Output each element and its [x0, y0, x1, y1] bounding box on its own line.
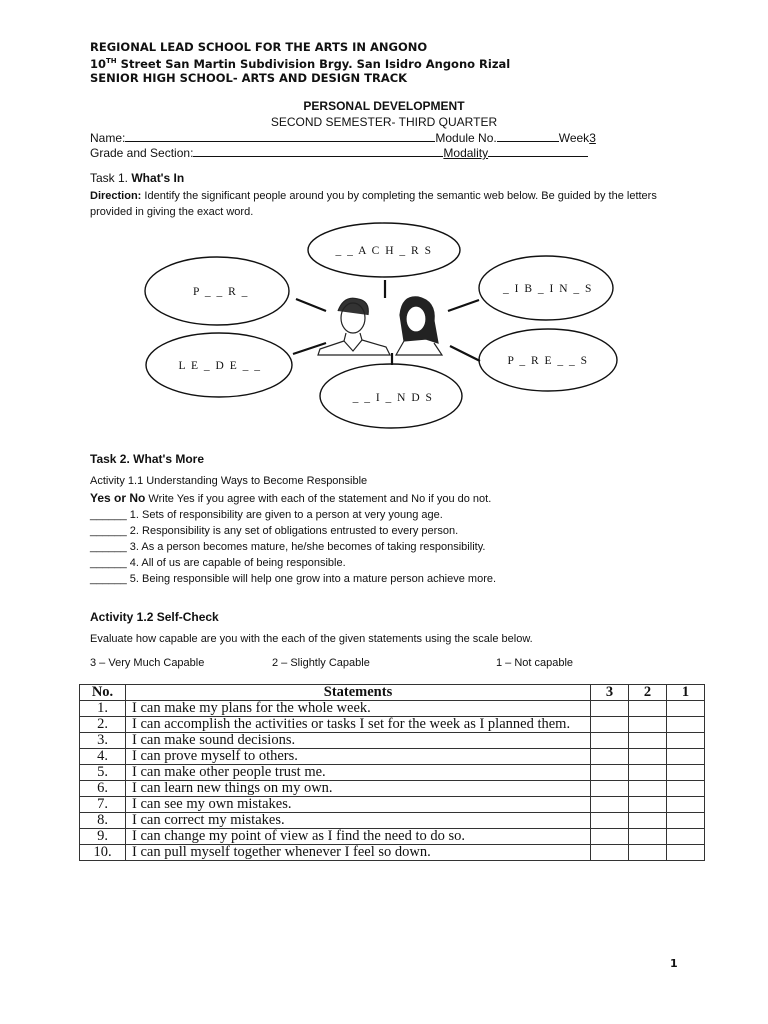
row-statement: I can change my point of view as I find the need to do so. [126, 829, 591, 845]
score-2-cell[interactable] [629, 701, 667, 717]
score-1-cell[interactable] [667, 829, 705, 845]
score-3-cell[interactable] [591, 845, 629, 861]
score-1-cell[interactable] [667, 717, 705, 733]
score-1-cell[interactable] [667, 845, 705, 861]
web-label-lower-right: P _ R E _ _ S [507, 355, 589, 367]
week-label: Week [558, 131, 590, 145]
score-2-cell[interactable] [629, 829, 667, 845]
semester-title: SECOND SEMESTER- THIRD QUARTER [270, 115, 498, 129]
address-superscript: TH [106, 57, 117, 65]
address-rest: Street San Martin Subdivision Brgy. San Isidro Angono Rizal [116, 56, 511, 71]
list-item [90, 555, 496, 571]
score-1-cell[interactable] [667, 781, 705, 797]
web-label-upper-left: P _ _ R _ [193, 286, 249, 298]
table-row [80, 765, 705, 781]
module-field[interactable] [497, 130, 559, 142]
score-2-cell[interactable] [629, 733, 667, 749]
activity12-instruction: Evaluate how capable are you with the each of the given statements using the scale below. [90, 633, 533, 645]
track-name: SENIOR HIGH SCHOOL- ARTS AND DESIGN TRACK [90, 71, 408, 85]
answer-blank[interactable]: ______ [90, 525, 127, 537]
grade-row [90, 145, 588, 160]
list-item [90, 507, 496, 523]
item-text: 1. Sets of responsibility are given to a person at very young age. [126, 509, 443, 521]
score-1-cell[interactable] [667, 701, 705, 717]
modality-field[interactable] [488, 145, 588, 157]
answer-blank[interactable]: ______ [90, 541, 127, 553]
score-3-cell[interactable] [591, 781, 629, 797]
table-row [80, 717, 705, 733]
score-3-cell[interactable] [591, 733, 629, 749]
row-statement: I can make other people trust me. [126, 765, 591, 781]
answer-blank[interactable]: ______ [90, 557, 127, 569]
scale-2: 2 – Slightly Capable [272, 657, 370, 669]
score-1-cell[interactable] [667, 749, 705, 765]
table-row [80, 749, 705, 765]
score-1-cell[interactable] [667, 733, 705, 749]
table-row [80, 845, 705, 861]
row-statement: I can make sound decisions. [126, 733, 591, 749]
scale-1: 1 – Not capable [496, 657, 574, 669]
row-no: 4. [80, 749, 126, 765]
item-text: 2. Responsibility is any set of obligations entrusted to every person. [126, 525, 459, 537]
table-row [80, 781, 705, 797]
self-check-table [79, 684, 705, 861]
score-2-cell[interactable] [629, 765, 667, 781]
answer-blank[interactable]: ______ [90, 573, 127, 585]
score-2-cell[interactable] [629, 749, 667, 765]
row-statement: I can see my own mistakes. [126, 797, 591, 813]
week-value: 3 [589, 131, 596, 145]
header-3: 3 [591, 685, 629, 701]
table-row [80, 701, 705, 717]
score-3-cell[interactable] [591, 749, 629, 765]
row-no: 5. [80, 765, 126, 781]
web-label-bottom: _ _ I _ N D S [352, 392, 434, 404]
header-statements: Statements [126, 685, 591, 701]
row-statement: I can make my plans for the whole week. [126, 701, 591, 717]
list-item [90, 523, 496, 539]
yesno-instruction [90, 491, 491, 505]
grade-field[interactable] [193, 145, 443, 157]
item-text: 5. Being responsible will help one grow into a mature person achieve more. [126, 573, 497, 585]
connector-upper-left [296, 299, 326, 311]
grade-label: Grade and Section: [90, 146, 194, 160]
score-2-cell[interactable] [629, 781, 667, 797]
school-address [90, 58, 510, 70]
score-1-cell[interactable] [667, 797, 705, 813]
task1-heading [90, 171, 184, 185]
row-no: 9. [80, 829, 126, 845]
score-2-cell[interactable] [629, 845, 667, 861]
task2-heading [90, 452, 204, 466]
connector-lower-right [450, 346, 480, 361]
semantic-web [0, 215, 768, 440]
school-name: REGIONAL LEAD SCHOOL FOR THE ARTS IN ANGONO [90, 40, 428, 54]
modality-label: Modality [443, 146, 489, 160]
score-2-cell[interactable] [629, 717, 667, 733]
row-statement: I can correct my mistakes. [126, 813, 591, 829]
row-no: 8. [80, 813, 126, 829]
activity12-title: Activity 1.2 Self-Check [90, 610, 219, 624]
direction-label: Direction: [90, 190, 142, 202]
task2-label: Task 2. [90, 452, 130, 466]
name-row [90, 130, 596, 145]
row-statement: I can prove myself to others. [126, 749, 591, 765]
table-header-row [80, 685, 705, 701]
row-no: 10. [80, 845, 126, 861]
list-item [90, 571, 496, 587]
score-3-cell[interactable] [591, 701, 629, 717]
score-2-cell[interactable] [629, 813, 667, 829]
task1-label: Task 1. [90, 171, 129, 185]
row-no: 6. [80, 781, 126, 797]
row-no: 2. [80, 717, 126, 733]
name-label: Name: [90, 131, 126, 145]
header-1: 1 [667, 685, 705, 701]
item-text: 4. All of us are capable of being responsible. [126, 557, 346, 569]
scale-3: 3 – Very Much Capable [90, 657, 205, 669]
web-label-lower-left: L E _ D E _ _ [178, 360, 262, 372]
header-no: No. [80, 685, 126, 701]
yesno-list [90, 507, 496, 587]
row-no: 3. [80, 733, 126, 749]
row-no: 1. [80, 701, 126, 717]
row-no: 7. [80, 797, 126, 813]
list-item [90, 539, 496, 555]
table-row [80, 733, 705, 749]
subject-title: PERSONAL DEVELOPMENT [303, 99, 465, 113]
yesno-label: Yes or No [90, 491, 146, 505]
score-2-cell[interactable] [629, 797, 667, 813]
header-2: 2 [629, 685, 667, 701]
item-text: 3. As a person becomes mature, he/she becomes of taking responsibility. [126, 541, 486, 553]
score-1-cell[interactable] [667, 765, 705, 781]
module-label: Module No. [435, 131, 497, 145]
page-number: 1 [670, 957, 678, 970]
score-3-cell[interactable] [591, 765, 629, 781]
row-statement: I can accomplish the activities or tasks I set for the week as I planned them. [126, 717, 591, 733]
table-row [80, 813, 705, 829]
name-field[interactable] [125, 130, 435, 142]
table-row [80, 797, 705, 813]
direction-text: Identify the significant people around you by completing the semantic web below. Be guided by the letters provided in giving the exact word. [90, 190, 657, 218]
connector-upper-right [448, 300, 479, 311]
score-3-cell[interactable] [591, 797, 629, 813]
web-label-top: _ _ A C H _ R S [335, 245, 433, 257]
score-3-cell[interactable] [591, 717, 629, 733]
row-statement: I can pull myself together whenever I feel so down. [126, 845, 591, 861]
answer-blank[interactable]: ______ [90, 509, 127, 521]
task1-title: What's In [131, 171, 185, 185]
score-3-cell[interactable] [591, 829, 629, 845]
yesno-text: Write Yes if you agree with each of the statement and No if you do not. [145, 493, 492, 505]
score-3-cell[interactable] [591, 813, 629, 829]
task2-title: What's More [133, 452, 205, 466]
activity11-title: Activity 1.1 Understanding Ways to Become Responsible [90, 475, 368, 487]
table-row [80, 829, 705, 845]
row-statement: I can learn new things on my own. [126, 781, 591, 797]
score-1-cell[interactable] [667, 813, 705, 829]
address-number: 10 [90, 56, 107, 71]
people-illustration-icon [318, 297, 442, 355]
web-label-upper-right: _ I B _ I N _ S [503, 283, 593, 295]
